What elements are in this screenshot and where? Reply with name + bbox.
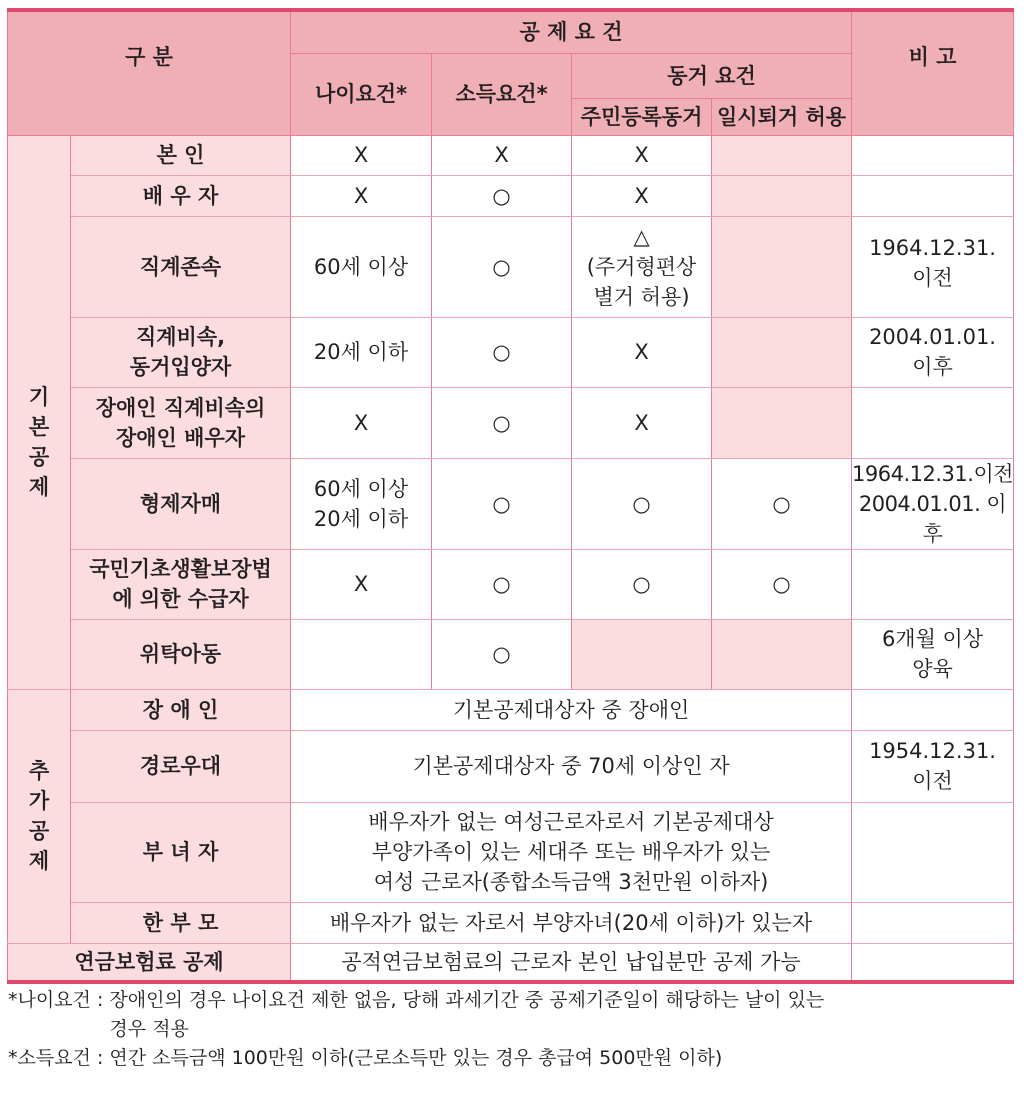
category-line: 국민기초생활보장법 [89, 557, 272, 581]
age-cell: X [291, 387, 432, 458]
requirement-cell: 기본공제대상자 중 70세 이상인 자 [291, 730, 852, 802]
table-row [8, 689, 1014, 730]
remarks-line: 2004.01.01. 이후 [858, 491, 1007, 546]
row-category: 배 우 자 [71, 175, 291, 216]
remarks-line: 이후 [912, 355, 953, 379]
header-category: 구 분 [8, 10, 291, 135]
age-line: 20세 이하 [313, 506, 409, 531]
remarks-line: 1954.12.31. [869, 739, 996, 763]
remarks-cell [852, 387, 1014, 458]
row-category: 직계존속 [71, 216, 291, 317]
footnote-line: 경우 적용 [109, 1018, 189, 1040]
footnote-key: *소득요건 [8, 1047, 91, 1069]
category-line: 장애인 직계비속의 [95, 395, 266, 420]
footnote-line: 연간 소득금액 100만원 이하(근로소득만 있는 경우 총급여 500만원 이하) [109, 1047, 723, 1069]
remarks-line: 1964.12.31. [869, 235, 996, 260]
footnote-line: 장애인의 경우 나이요건 제한 없음, 당해 과세기간 중 공제기준일이 해당하는 날이 있는 [109, 989, 825, 1011]
age-cell: X [291, 175, 432, 216]
remarks-cell [852, 730, 1014, 802]
header-remarks: 비 고 [852, 10, 1014, 135]
remarks-cell [852, 902, 1014, 943]
remarks-cell [852, 317, 1014, 387]
temporary-cell [712, 135, 852, 175]
resident-cell [572, 216, 712, 317]
category-line: 직계비속, [135, 325, 226, 349]
remarks-cell [852, 458, 1014, 549]
income-cell: ○ [432, 549, 572, 619]
row-category: 위탁아동 [71, 619, 291, 689]
table-row [8, 902, 1014, 943]
remarks-line: 2004.01.01. [869, 325, 996, 349]
row-category: 장 애 인 [71, 689, 291, 730]
group-char: 본 [28, 415, 50, 439]
footnote-text [109, 1044, 1018, 1073]
requirement-line: 부양가족이 있는 세대주 또는 배우자가 있는 [371, 840, 771, 864]
requirement-cell: 기본공제대상자 중 장애인 [291, 689, 852, 730]
footnote-income [8, 1044, 1018, 1073]
remarks-cell [852, 135, 1014, 175]
age-cell: 20세 이하 [291, 317, 432, 387]
table-row [8, 730, 1014, 802]
table-row [8, 458, 1014, 549]
requirement-cell: 공적연금보험료의 근로자 본인 납입분만 공제 가능 [291, 943, 852, 982]
header-deduction-requirements: 공 제 요 건 [291, 10, 852, 53]
row-category: 본 인 [71, 135, 291, 175]
resident-cell [572, 619, 712, 689]
remarks-line: 6개월 이상 [881, 627, 984, 651]
footnote-text [109, 986, 1018, 1044]
footnotes [8, 986, 1018, 1073]
table-row [8, 549, 1014, 619]
group-char: 제 [28, 475, 50, 499]
age-line: 60세 이상 [313, 476, 409, 501]
temporary-cell [712, 387, 852, 458]
resident-cell: ○ [572, 458, 712, 549]
row-category: 경로우대 [71, 730, 291, 802]
remarks-cell [852, 802, 1014, 902]
income-cell: ○ [432, 387, 572, 458]
resident-cell: X [572, 387, 712, 458]
group-char: 기 [28, 385, 50, 409]
header-cohabitation-requirement: 동거 요건 [572, 53, 852, 98]
footnote-separator: : [90, 989, 110, 1011]
category-line: 에 의한 수급자 [112, 587, 249, 611]
row-category: 한 부 모 [71, 902, 291, 943]
group-additional-deduction [8, 689, 71, 943]
footnote-separator: : [90, 1047, 110, 1069]
age-cell: X [291, 135, 432, 175]
row-category: 형제자매 [71, 458, 291, 549]
row-category [71, 317, 291, 387]
income-cell: ○ [432, 216, 572, 317]
temporary-cell: ○ [712, 549, 852, 619]
resident-cell: X [572, 175, 712, 216]
age-cell: X [291, 549, 432, 619]
table-row [8, 943, 1014, 982]
requirement-cell [291, 802, 852, 902]
group-char: 가 [28, 789, 50, 813]
resident-note-line: 별거 허용) [593, 284, 690, 309]
temporary-cell [712, 216, 852, 317]
triangle-symbol: △ [633, 224, 650, 249]
category-line: 장애인 배우자 [115, 425, 246, 450]
resident-cell: ○ [572, 549, 712, 619]
age-cell: 60세 이상 [291, 216, 432, 317]
remarks-cell [852, 549, 1014, 619]
footnote-key: *나이요건 [8, 989, 91, 1011]
temporary-cell [712, 317, 852, 387]
remarks-cell [852, 175, 1014, 216]
table-row [8, 135, 1014, 175]
remarks-cell [852, 943, 1014, 982]
remarks-line: 이전 [912, 769, 953, 793]
row-category [71, 387, 291, 458]
deduction-requirements-table [7, 8, 1014, 984]
group-char: 공 [28, 445, 50, 469]
table-row [8, 216, 1014, 317]
income-cell: X [432, 135, 572, 175]
header-income-requirement: 소득요건* [432, 53, 572, 135]
temporary-cell [712, 175, 852, 216]
group-basic-deduction [8, 135, 71, 689]
table-row [8, 387, 1014, 458]
row-category: 부 녀 자 [71, 802, 291, 902]
remarks-cell [852, 216, 1014, 317]
header-temporary-leave: 일시퇴거 허용 [712, 98, 852, 135]
resident-cell: X [572, 135, 712, 175]
resident-note-line: (주거형편상 [586, 254, 697, 279]
table-row [8, 317, 1014, 387]
remarks-cell [852, 689, 1014, 730]
remarks-line: 양육 [912, 657, 953, 681]
temporary-cell [712, 619, 852, 689]
group-char: 공 [28, 819, 50, 843]
requirement-line: 여성 근로자(종합소득금액 3천만원 이하자) [373, 870, 769, 894]
category-line: 동거입양자 [129, 355, 232, 379]
income-cell: ○ [432, 619, 572, 689]
group-char: 추 [28, 759, 50, 783]
temporary-cell: ○ [712, 458, 852, 549]
header-resident-registration: 주민등록동거 [572, 98, 712, 135]
table-row [8, 175, 1014, 216]
header-age-requirement: 나이요건* [291, 53, 432, 135]
requirement-cell: 배우자가 없는 자로서 부양자녀(20세 이하)가 있는자 [291, 902, 852, 943]
table-row [8, 619, 1014, 689]
remarks-line: 이전 [912, 265, 953, 290]
requirement-line: 배우자가 없는 여성근로자로서 기본공제대상 [368, 810, 774, 834]
footnote-age [8, 986, 1018, 1044]
remarks-cell [852, 619, 1014, 689]
resident-cell: X [572, 317, 712, 387]
group-char: 제 [28, 849, 50, 873]
row-category: 연금보험료 공제 [8, 943, 291, 982]
income-cell: ○ [432, 175, 572, 216]
age-cell [291, 619, 432, 689]
table-row [8, 802, 1014, 902]
income-cell: ○ [432, 458, 572, 549]
remarks-line: 1964.12.31.이전 [852, 461, 1014, 486]
income-cell: ○ [432, 317, 572, 387]
row-category [71, 549, 291, 619]
age-cell [291, 458, 432, 549]
